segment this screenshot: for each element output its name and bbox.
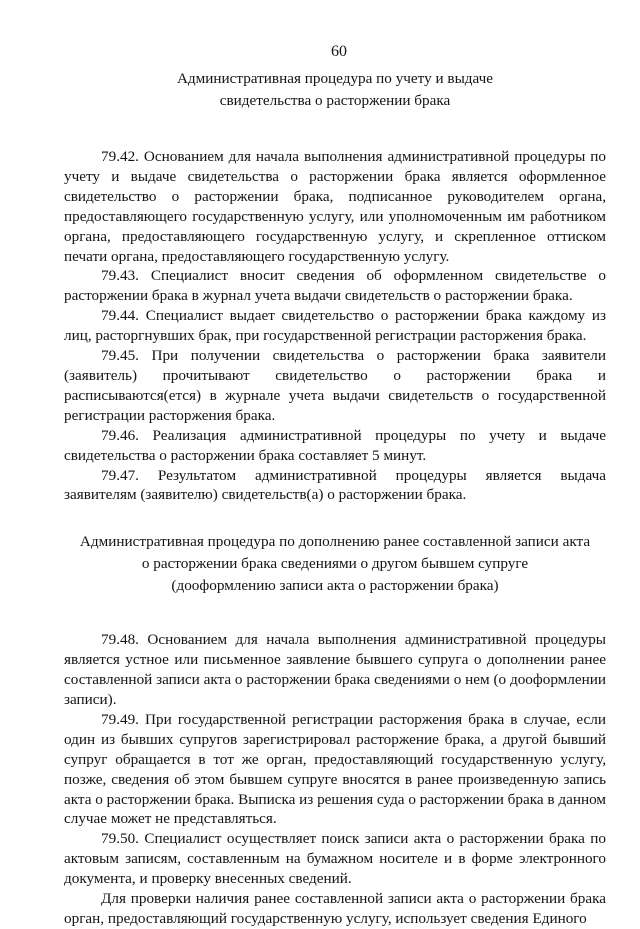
- heading-line: Административная процедура по дополнению ранее составленной записи акта: [79, 533, 591, 551]
- section-heading-issue-certificate: [64, 68, 606, 112]
- paragraph-79-45: 79.45. При получении свидетельства о расторжении брака заявители (заявитель) прочитывают свидетельство о расторжении брака и расписываются(ется) в журнале учета выдачи свидетельств о государственной регистрации расторжения брака.: [64, 347, 606, 424]
- paragraph-79-50: 79.50. Специалист осуществляет поиск записи акта о расторжении брака по актовым записям, составленным на бумажном носителе и в форме электронного документа, и проверку внесенных сведений.: [64, 830, 606, 888]
- heading-line: (дооформлению записи акта о расторжении брака): [171, 577, 499, 595]
- heading-line: свидетельства о расторжении брака: [219, 92, 451, 109]
- paragraph-79-44: 79.44. Специалист выдает свидетельство о расторжении брака каждому из лиц, расторгнувших брак, при государственной регистрации расторжения брака.: [64, 307, 606, 345]
- paragraph-79-49: 79.49. При государственной регистрации расторжения брака в случае, если один из бывших супругов зарегистрировал расторжение брака, а другой бывший супруг обращается в тот же орган, предоставляющий государственную услугу, позже, сведения об этом бывшем супруге вносятся в ранее произведенную запись акта о расторжении брака. Выписка из решения суда о расторжении брака в данном случае может не представляться.: [64, 710, 606, 828]
- page-number: 60: [331, 43, 347, 60]
- heading-line: Административная процедура по учету и выдаче: [176, 70, 494, 87]
- paragraph-79-47: 79.47. Результатом административной процедуры является выдача заявителям (заявителю) свидетельств(а) о расторжении брака.: [64, 466, 606, 504]
- paragraph-79-46: 79.46. Реализация административной процедуры по учету и выдаче свидетельства о расторжении брака составляет 5 минут.: [64, 426, 606, 464]
- paragraph-79-42: 79.42. Основанием для начала выполнения административной процедуры по учету и выдаче свидетельства о расторжении брака является оформленное свидетельство о расторжении брака, подписанное руководителем органа, предоставляющего государственную услугу, или уполномоченным им работником органа, предоставляющего государственную услугу, и скрепленное оттиском печати органа, предоставляющего государственную услугу.: [64, 148, 606, 265]
- heading-line: о расторжении брака сведениями о другом бывшем супруге: [141, 555, 529, 573]
- paragraph-79-48: 79.48. Основанием для начала выполнения административной процедуры является устное или письменное заявление бывшего супруга о дополнении ранее составленной записи акта о расторжении брака сведениями о нем (о дооформлении записи).: [64, 631, 606, 709]
- paragraph-verification: Для проверки наличия ранее составленной записи акта о расторжении брака орган, предоставляющий государственную услугу, использует сведения Единого: [64, 890, 606, 927]
- paragraph-79-43: 79.43. Специалист вносит сведения об оформленном свидетельстве о расторжении брака в журнал учета выдачи свидетельств о расторжении брака.: [64, 267, 606, 305]
- section-heading-supplement-record: [64, 531, 606, 597]
